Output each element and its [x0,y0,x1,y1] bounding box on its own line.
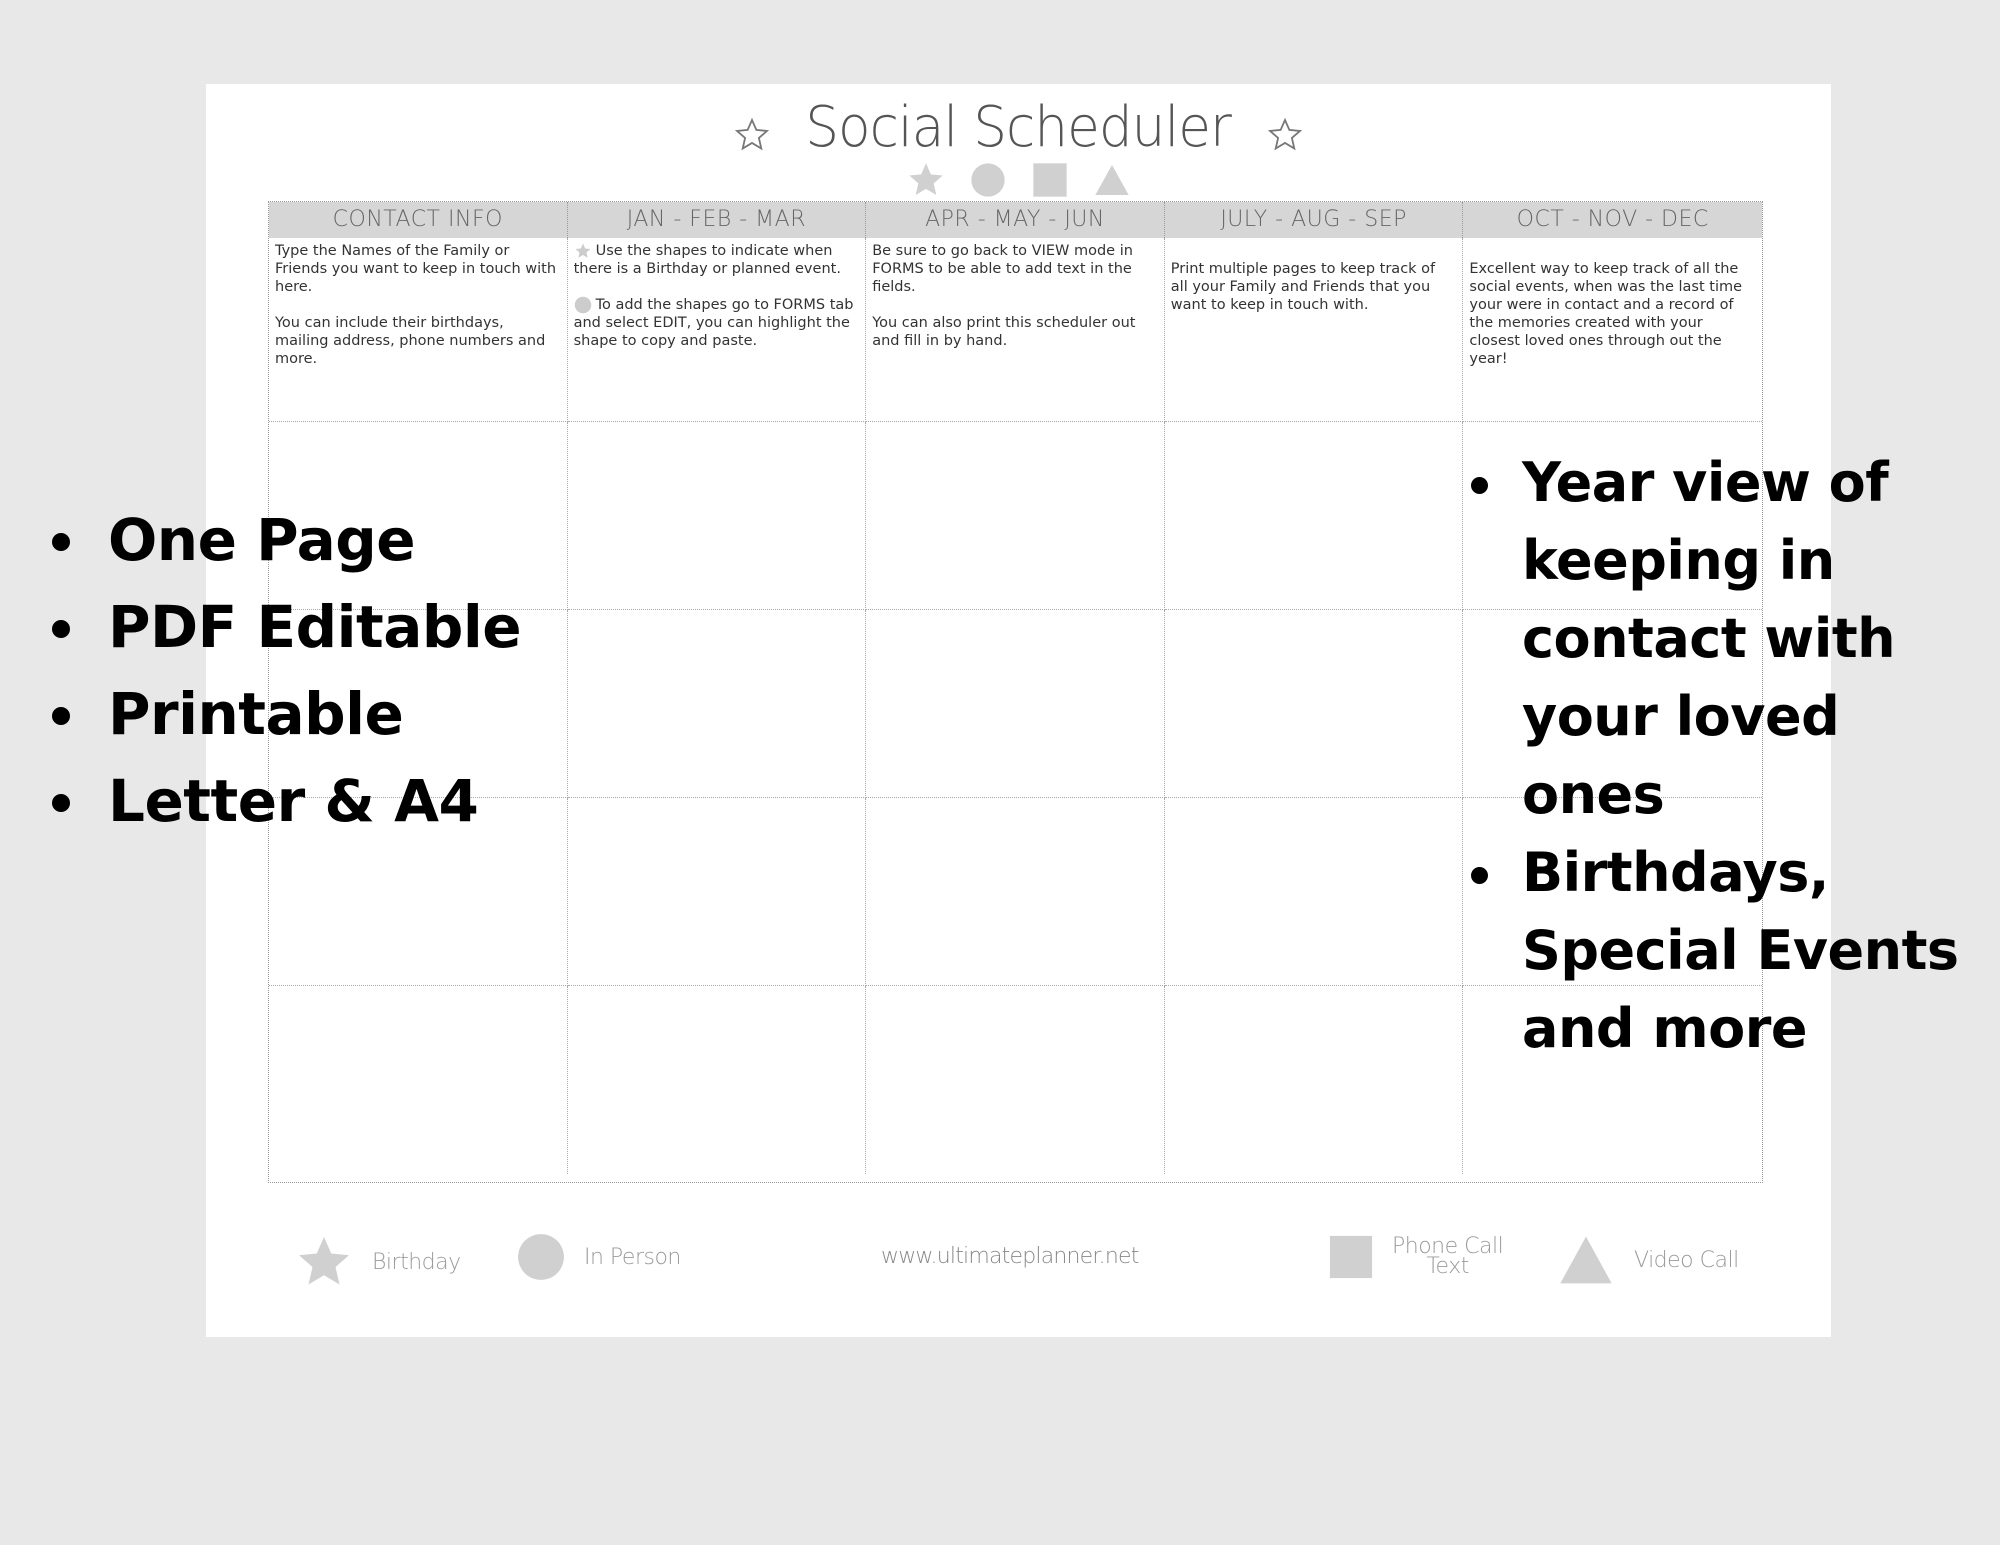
legend-birthday [294,1232,461,1292]
intro-text: Use the shapes to indicate when there is a Birthday or planned event. [573,243,841,277]
feature-list-left [44,497,521,845]
column-header-q3: JULY - AUG - SEP [1165,202,1464,238]
legend-phone-label [1392,1234,1504,1279]
legend-label: In Person [584,1244,681,1270]
intro-cell-q2[interactable] [866,238,1165,422]
q2-field[interactable] [866,610,1165,798]
star-icon [294,1232,354,1292]
star-icon [574,242,592,260]
intro-cell-q4[interactable] [1463,238,1762,422]
star-icon[interactable] [906,160,946,200]
q1-field[interactable] [568,986,867,1174]
q3-field[interactable] [1165,986,1464,1174]
column-header-contact-info: CONTACT INFO [269,202,568,238]
legend [206,1224,1831,1304]
page-title: Social Scheduler [805,94,1232,160]
feature-item: Letter & A4 [44,758,521,845]
intro-paragraph [574,296,860,350]
column-header-q4: OCT - NOV - DEC [1516,207,1709,232]
feature-item: PDF Editable [44,584,521,671]
legend-in-person [516,1232,681,1282]
intro-text: To add the shapes go to FORMS tab and select EDIT, you can highlight the shape to copy and paste. [573,297,854,349]
feature-item: Birthdays, Special Events and more [1467,834,1997,1068]
q3-field[interactable] [1165,422,1464,610]
circle-icon[interactable] [968,160,1008,200]
intro-text: You can include their birthdays, mailing address, phone numbers and more. [275,315,546,367]
legend-label: Phone Call [1392,1234,1504,1259]
q3-field[interactable] [1165,610,1464,798]
intro-text: Type the Names of the Family or Friends you want to keep in touch with here. [275,243,557,295]
legend-phone-text [1328,1234,1503,1280]
legend-video-call [1556,1232,1739,1288]
website-label: www.ultimateplanner.net [881,1244,1139,1269]
q1-field[interactable] [568,798,867,986]
intro-cell-q3[interactable] [1165,238,1464,422]
legend-label: Birthday [372,1249,461,1275]
circle-icon [574,296,592,314]
column-header-q1: JAN - FEB - MAR [568,202,867,238]
feature-item: Year view of keeping in contact with your loved ones [1467,444,1997,834]
q1-field[interactable] [568,422,867,610]
triangle-icon[interactable] [1092,160,1132,200]
intro-text: Print multiple pages to keep track of all your Family and Friends that you want to keep in touch with. [1170,261,1436,313]
square-icon[interactable] [1030,160,1070,200]
intro-text: Be sure to go back to VIEW mode in FORMS to be able to add text in the fields. [872,243,1133,295]
intro-cell-contact[interactable] [269,238,568,422]
legend-label: Video Call [1634,1247,1739,1273]
column-header-q2: APR - MAY - JUN [866,202,1165,238]
star-outline-icon [1267,117,1303,153]
legend-label: Text [1426,1254,1469,1279]
q2-field[interactable] [866,422,1165,610]
feature-item: One Page [44,497,521,584]
feature-list-right [1467,444,1997,1068]
grid-header [269,202,1762,238]
q2-field[interactable] [866,986,1165,1174]
contact-field[interactable] [269,986,568,1174]
intro-paragraph [574,242,860,278]
shape-key-row [206,160,1831,200]
q1-field[interactable] [568,610,867,798]
intro-row [269,238,1762,422]
star-outline-icon [734,117,770,153]
circle-icon [516,1232,566,1282]
intro-text: Excellent way to keep track of all the social events, when was the last time your were in contact and a record of the memories created with your closest loved ones through out the year! [1469,261,1743,367]
triangle-icon [1556,1232,1616,1288]
square-icon [1328,1234,1374,1280]
title-row [206,92,1831,162]
q3-field[interactable] [1165,798,1464,986]
intro-cell-q1[interactable] [568,238,867,422]
intro-text: You can also print this scheduler out and fill in by hand. [872,315,1136,349]
q2-field[interactable] [866,798,1165,986]
feature-item: Printable [44,671,521,758]
